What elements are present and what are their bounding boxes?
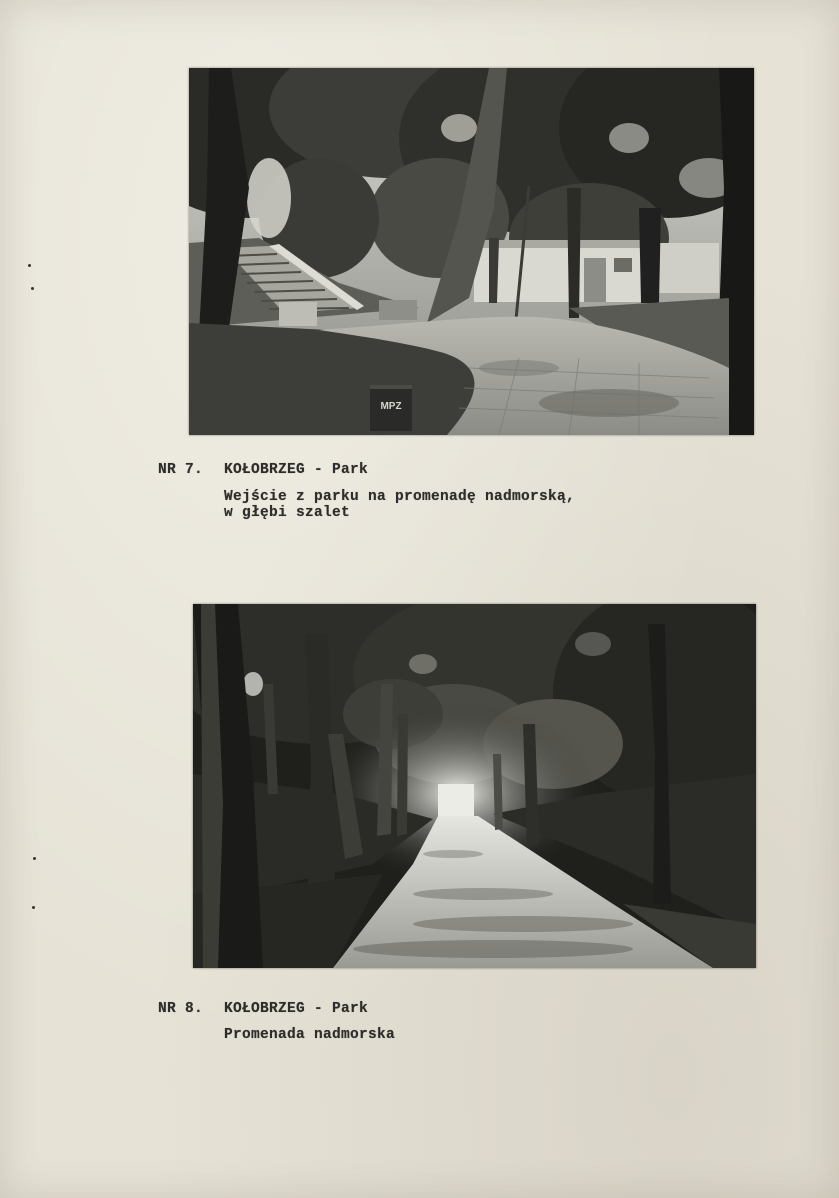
punch-hole-mark (33, 857, 36, 860)
caption-title: KOŁOBRZEG - Park (224, 462, 369, 478)
caption-number: NR 7. (158, 462, 204, 478)
caption-photo-8 (158, 1001, 578, 1045)
photo-promenade (193, 604, 756, 968)
caption-title: KOŁOBRZEG - Park (224, 1001, 369, 1017)
photo-promenade-image (193, 604, 756, 968)
caption-description-line: w głębi szalet (224, 505, 351, 521)
punch-hole-mark (28, 264, 31, 267)
punch-hole-mark (31, 287, 34, 290)
caption-description-line: Promenada nadmorska (224, 1027, 396, 1043)
bin-sign-text: MPZ (380, 401, 402, 412)
punch-hole-mark (32, 906, 35, 909)
photo-park-entrance (189, 68, 754, 435)
caption-photo-7 (158, 462, 678, 524)
caption-description-line: Wejście z parku na promenadę nadmorską, (224, 489, 576, 505)
caption-number: NR 8. (158, 1001, 204, 1017)
photo-park-entrance-image (189, 68, 754, 435)
